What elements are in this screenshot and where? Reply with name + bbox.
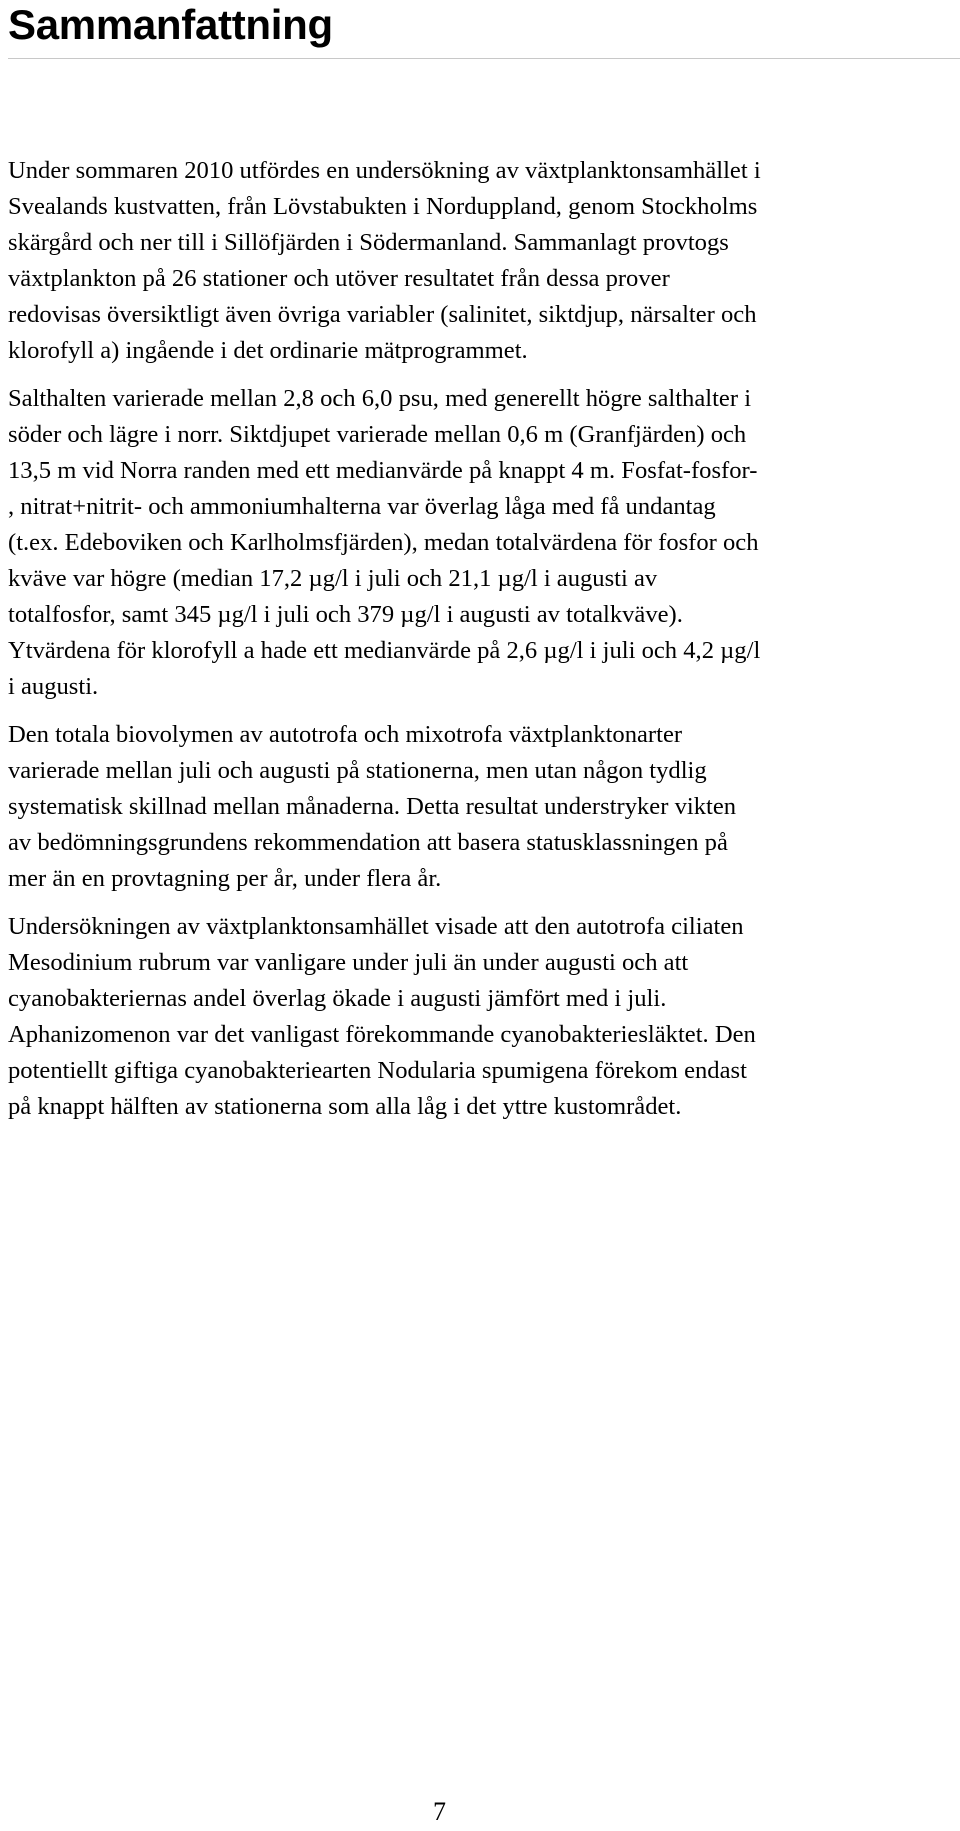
text-line: skärgård och ner till i Sillöfjärden i Södermanland. Sammanlagt provtogs xyxy=(8,229,729,256)
text-line: potentiellt giftiga cyanobakteriearten Nodularia spumigena förekom endast xyxy=(8,1057,747,1084)
paragraph-survey-overview xyxy=(8,153,958,369)
paragraph-biovolume xyxy=(8,717,958,897)
page-number: 7 xyxy=(433,1797,446,1826)
text-line: Ytvärdena för klorofyll a hade ett medianvärde på 2,6 µg/l i juli och 4,2 µg/l xyxy=(8,637,761,664)
text-line: systematisk skillnad mellan månaderna. Detta resultat understryker vikten xyxy=(8,793,737,820)
text-line: cyanobakteriernas andel överlag ökade i augusti jämfört med i juli. xyxy=(8,985,667,1012)
text-line: 13,5 m vid Norra randen med ett medianvärde på knappt 4 m. Fosfat-fosfor- xyxy=(8,457,758,484)
text-line: totalfosfor, samt 345 µg/l i juli och 379 µg/l i augusti av totalkväve). xyxy=(8,601,683,628)
text-line: klorofyll a) ingående i det ordinarie mätprogrammet. xyxy=(8,337,528,364)
text-line: Undersökningen av växtplanktonsamhället visade att den autotrofa ciliaten xyxy=(8,913,744,940)
text-line: redovisas översiktligt även övriga variabler (salinitet, siktdjup, närsalter och xyxy=(8,301,757,328)
text-line: på knappt hälften av stationerna som alla låg i det yttre kustområdet. xyxy=(8,1093,682,1120)
page-title: Sammanfattning xyxy=(8,1,333,48)
text-line: kväve var högre (median 17,2 µg/l i juli och 21,1 µg/l i augusti av xyxy=(8,565,658,592)
title-divider xyxy=(8,58,960,59)
text-line: mer än en provtagning per år, under flera år. xyxy=(8,865,442,892)
text-line: , nitrat+nitrit- och ammoniumhalterna var överlag låga med få undantag xyxy=(8,493,716,520)
text-line: Under sommaren 2010 utfördes en undersökning av växtplanktonsamhället i xyxy=(8,157,761,184)
text-line: i augusti. xyxy=(8,673,99,700)
text-line: söder och lägre i norr. Siktdjupet varierade mellan 0,6 m (Granfjärden) och xyxy=(8,421,747,448)
text-line: Svealands kustvatten, från Lövstabukten i Norduppland, genom Stockholms xyxy=(8,193,758,220)
paragraph-hydrography xyxy=(8,381,958,705)
text-line: Mesodinium rubrum var vanligare under juli än under augusti och att xyxy=(8,949,689,976)
text-line: varierade mellan juli och augusti på stationerna, men utan någon tydlig xyxy=(8,757,707,784)
text-line: Den totala biovolymen av autotrofa och mixotrofa växtplanktonarter xyxy=(8,721,683,748)
text-line: Aphanizomenon var det vanligast förekommande cyanobakteriesläktet. Den xyxy=(8,1021,756,1048)
paragraph-phytoplankton-community xyxy=(8,909,958,1125)
text-line: växtplankton på 26 stationer och utöver resultatet från dessa prover xyxy=(8,265,670,292)
text-line: Salthalten varierade mellan 2,8 och 6,0 psu, med generellt högre salthalter i xyxy=(8,385,752,412)
text-line: av bedömningsgrundens rekommendation att basera statusklassningen på xyxy=(8,829,728,856)
text-line: (t.ex. Edeboviken och Karlholmsfjärden), medan totalvärdena för fosfor och xyxy=(8,529,759,556)
